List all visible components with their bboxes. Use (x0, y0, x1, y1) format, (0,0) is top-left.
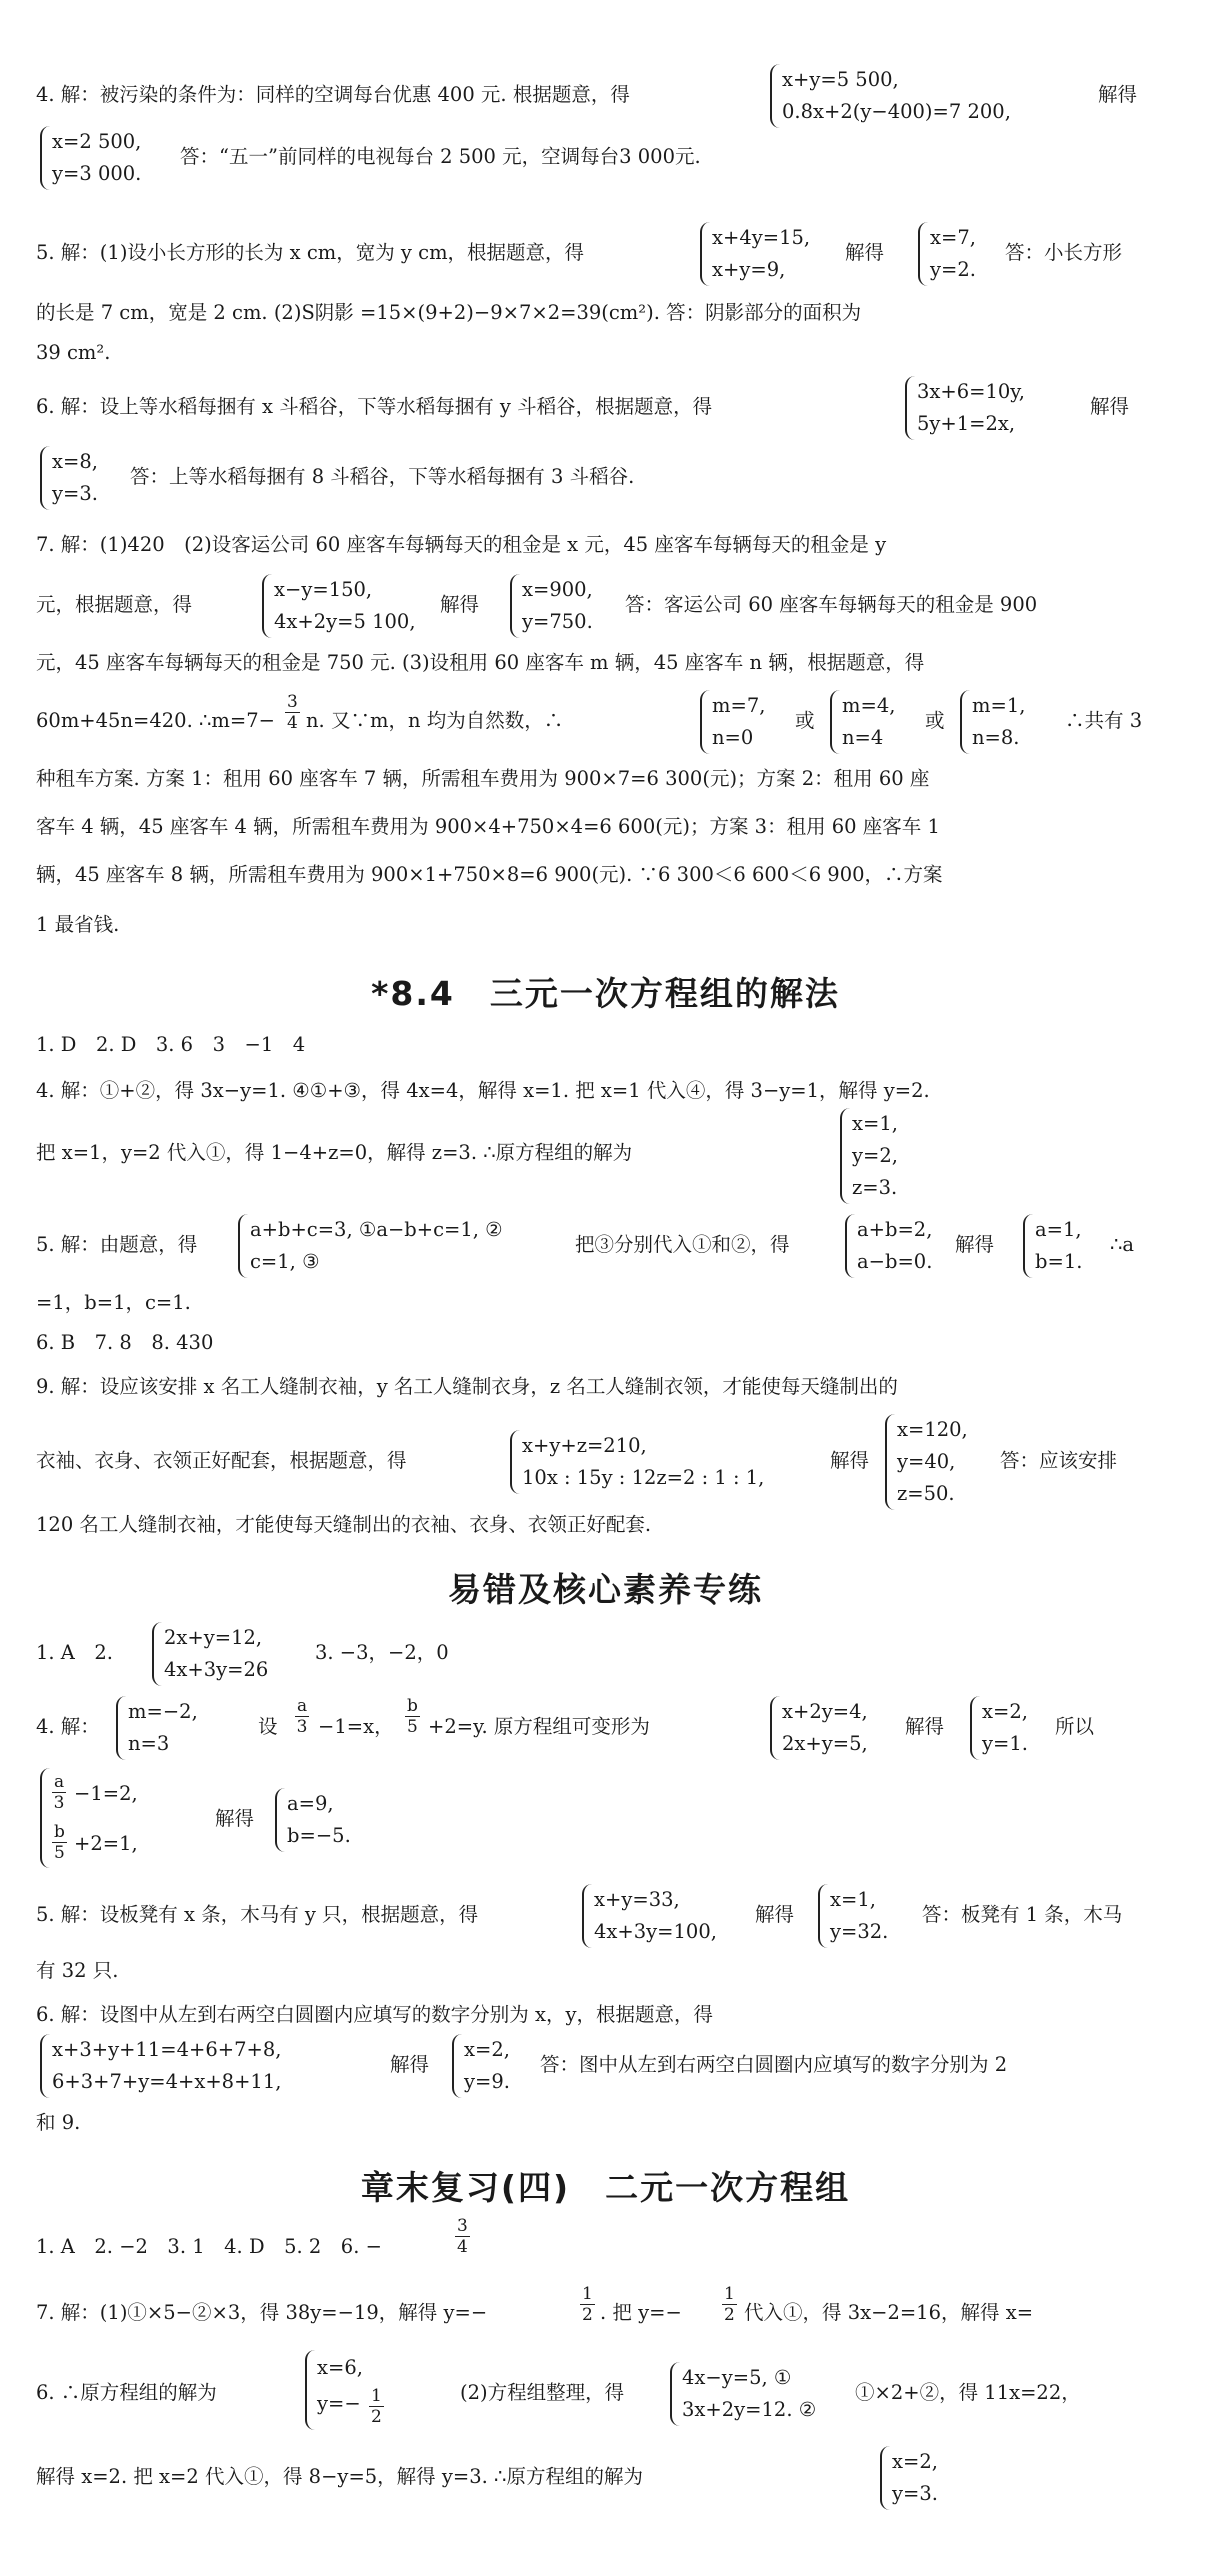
se-q4-eq1: −1=x， (318, 1715, 394, 1738)
s84-q9-answer: 答：应该安排 (1000, 1449, 1118, 1472)
p7-or2: 或 (925, 709, 945, 732)
p7-line3: 元，45 座客车每辆每天的租金是 750 元. (3)设租用 60 座客车 m 辆，45 座客车 n 辆，根据题意，得 (36, 651, 925, 674)
section-title-8-4: *8.4 三元一次方程组的解法 (371, 974, 840, 1013)
sr-q7-frac3: $\frac{1}{2}$ (371, 2386, 382, 2427)
se-answers-1-2: 1. A 2. (36, 1641, 113, 1664)
sr-q7-line3: 解得 x=2. 把 x=2 代入①，得 8−y=5，解得 y=3. ∴原方程组的解为 (36, 2465, 643, 2488)
p7-case3: m=1, n=8. (960, 690, 1025, 754)
se-q4-frac-a2: $\frac{a}{3}$ (53, 1772, 65, 1813)
sr-q7-line1b: . 把 y=− (600, 2301, 682, 2324)
se-q4-solve: 解得 (905, 1715, 945, 1738)
p5-line2: 的长是 7 cm，宽是 2 cm. (2)S阴影 =15×(9+2)−9×7×2=39(cm²). 答：阴影部分的面积为 (36, 301, 862, 324)
p7-line6: 客车 4 辆，45 座客车 4 辆，所需租车费用为 900×4+750×4=6 600(元)；方案 3：租用 60 座客车 1 (36, 815, 940, 838)
s84-q5-therefore: ∴a (1110, 1233, 1135, 1256)
se-q4-system5: a=9, b=−5. (275, 1788, 351, 1852)
se-q6-system2: x=2, y=9. (452, 2034, 510, 2098)
p7-conclusion: ∴共有 3 (1065, 709, 1143, 732)
p5-system2: x=7, y=2. (918, 222, 976, 286)
section-title-review: 章末复习(四) 二元一次方程组 (360, 2168, 851, 2207)
se-q6-line3: 和 9. (36, 2111, 81, 2134)
p7-line1: 7. 解：(1)420 (2)设客运公司 60 座客车每辆每天的租金是 x 元，45 座客车每辆每天的租金是 y (36, 533, 887, 556)
se-q4-frac-b: $\frac{b}{5}$ (407, 1696, 418, 1737)
se-q5-answer: 答：板凳有 1 条，木马 (922, 1903, 1123, 1926)
p7-line7: 辆，45 座客车 8 辆，所需租车费用为 900×1+750×8=6 900(元). ∵6 300＜6 600＜6 900，∴方案 (36, 863, 943, 886)
p7-solve: 解得 (440, 593, 480, 616)
sr-q7-system1: x=6, y=− $\frac{1}{2}$ (305, 2350, 363, 2430)
se-q5-system2: x=1, y=32. (818, 1884, 888, 1948)
se-q6-system1: x+3+y+11=4+6+7+8, 6+3+7+y=4+x+8+11, (40, 2034, 281, 2098)
se-q6-line1: 6. 解：设图中从左到右两空白圆圈内应填写的数字分别为 x，y，根据题意，得 (36, 2003, 714, 2026)
se-q4-frac-a: $\frac{a}{3}$ (296, 1696, 308, 1737)
se-q4-system4: $\frac{a}{3}$ −1=2, $\frac{b}{5}$ +2=1, (40, 1768, 52, 1868)
p4-system1: x+y=5 500, 0.8x+2(y−400)=7 200, (770, 64, 1011, 128)
sr-q7-system2: 4x−y=5, ① 3x+2y=12. ② (670, 2362, 816, 2426)
se-q5-line1: 5. 解：设板凳有 x 条，木马有 y 只，根据题意，得 (36, 1903, 479, 1926)
sr-q7-line1c: 代入①，得 3x−2=16，解得 x= (744, 2301, 1034, 2324)
s84-q9-system1: x+y+z=210, 10x : 15y : 12z=2 : 1 : 1, (510, 1430, 764, 1494)
s84-q9-line1: 9. 解：设应该安排 x 名工人缝制衣袖，y 名工人缝制衣身，z 名工人缝制衣领，才能使每天缝制出的 (36, 1375, 898, 1398)
p7-line5: 种租车方案. 方案 1：租用 60 座客车 7 辆，所需租车费用为 900×7=6 300(元)；方案 2：租用 60 座 (36, 767, 930, 790)
se-q4-transform: +2=y. 原方程组可变形为 (428, 1715, 650, 1738)
s84-q4-line2: 把 x=1，y=2 代入①，得 1−4+z=0，解得 z=3. ∴原方程组的解为 (36, 1141, 633, 1164)
se-q4-system1: m=−2, n=3 (116, 1696, 198, 1760)
p4-system2: x=2 500, y=3 000. (40, 126, 141, 190)
p4-line1: 4. 解：被污染的条件为：同样的空调每台优惠 400 元. 根据题意，得 (36, 83, 630, 106)
sr-q7-system3: x=2, y=3. (880, 2446, 938, 2510)
se-q4-system2: x+2y=4, 2x+y=5, (770, 1696, 868, 1760)
se-q5-line2: 有 32 只. (36, 1959, 119, 1982)
p5-line1: 5. 解：(1)设小长方形的长为 x cm，宽为 y cm，根据题意，得 (36, 241, 585, 264)
p4-answer: 答：“五一”前同样的电视每台 2 500 元，空调每台3 000元. (180, 145, 701, 168)
se-q4-let: 设 (258, 1715, 278, 1738)
se-q4-frac-b2: $\frac{b}{5}$ (54, 1822, 65, 1863)
s84-q9-system2: x=120, y=40, z=50. (885, 1414, 968, 1510)
se-q4-so: 所以 (1055, 1715, 1095, 1738)
se-q5-solve: 解得 (755, 1903, 795, 1926)
sr-q7-frac1: $\frac{1}{2}$ (582, 2284, 593, 2325)
sr-q6-fraction: $\frac{3}{4}$ (457, 2216, 468, 2257)
s84-q5-line1: 5. 解：由题意，得 (36, 1233, 198, 1256)
sr-answers-1-6: 1. A 2. −2 3. 1 4. D 5. 2 6. − (36, 2235, 382, 2258)
sr-q7-line2c: ①×2+②，得 11x=22， (855, 2381, 1081, 2404)
p7-line2a: 元，根据题意，得 (36, 593, 193, 616)
p6-solve: 解得 (1090, 395, 1130, 418)
p5-answer-start: 答：小长方形 (1005, 241, 1123, 264)
p7-line8: 1 最省钱. (36, 913, 120, 936)
sr-q7-frac2: $\frac{1}{2}$ (724, 2284, 735, 2325)
p7-answer: 答：客运公司 60 座客车每辆每天的租金是 900 (625, 593, 1038, 616)
p4-solve: 解得 (1098, 83, 1138, 106)
s84-q4-line1: 4. 解：①+②，得 3x−y=1. ④①+③，得 4x=4，解得 x=1. 把 x=1 代入④，得 3−y=1，解得 y=2. (36, 1079, 930, 1102)
s84-q5-system1: a+b+c=3, ①a−b+c=1, ② c=1, ③ (238, 1214, 503, 1278)
s84-q5-system3: a=1, b=1. (1023, 1214, 1082, 1278)
p5-system1: x+4y=15, x+y=9, (700, 222, 810, 286)
p7-line4b: n. 又∵m，n 均为自然数，∴ (306, 709, 564, 732)
p5-line3: 39 cm². (36, 341, 111, 364)
s84-q9-line2a: 衣袖、衣身、衣领正好配套，根据题意，得 (36, 1449, 407, 1472)
p7-case1: m=7, n=0 (700, 690, 765, 754)
s84-q5-line2: =1，b=1，c=1. (36, 1291, 191, 1314)
s84-q5-system2: a+b=2, a−b=0. (845, 1214, 932, 1278)
sr-q7-line2a: 6. ∴原方程组的解为 (36, 2381, 217, 2404)
s84-q5-substitute: 把③分别代入①和②，得 (575, 1233, 790, 1256)
p7-system2: x=900, y=750. (510, 574, 593, 638)
s84-q5-solve: 解得 (955, 1233, 995, 1256)
p5-solve: 解得 (845, 241, 885, 264)
section-title-easy-mistakes: 易错及核心素养专练 (448, 1570, 763, 1609)
p7-system1: x−y=150, 4x+2y=5 100, (262, 574, 416, 638)
sr-q7-line2b: (2)方程组整理，得 (460, 2381, 625, 2404)
p6-answer: 答：上等水稻每捆有 8 斗稻谷，下等水稻每捆有 3 斗稻谷. (130, 465, 635, 488)
se-q6-answer: 答：图中从左到右两空白圆圈内应填写的数字分别为 2 (540, 2053, 1008, 2076)
p6-system2: x=8, y=3. (40, 446, 98, 510)
se-q6-solve: 解得 (390, 2053, 430, 2076)
p6-system1: 3x+6=10y, 5y+1=2x, (905, 376, 1025, 440)
se-q2-system: 2x+y=12, 4x+3y=26 (152, 1622, 268, 1686)
se-q4-system3: x=2, y=1. (970, 1696, 1028, 1760)
s84-q9-line3: 120 名工人缝制衣袖，才能使每天缝制出的衣袖、衣身、衣领正好配套. (36, 1513, 652, 1536)
s84-answers-6-8: 6. B 7. 8 8. 430 (36, 1331, 214, 1354)
p7-case2: m=4, n=4 (830, 690, 895, 754)
se-q5-system1: x+y=33, 4x+3y=100, (582, 1884, 717, 1948)
se-q4-solve2: 解得 (215, 1807, 255, 1830)
p7-fraction: $\frac{3}{4}$ (287, 692, 298, 733)
sr-q7-line1a: 7. 解：(1)①×5−②×3，得 38y=−19，解得 y=− (36, 2301, 488, 2324)
p6-line1: 6. 解：设上等水稻每捆有 x 斗稻谷，下等水稻每捆有 y 斗稻谷，根据题意，得 (36, 395, 713, 418)
se-answer-3: 3. −3，−2，0 (315, 1641, 449, 1664)
se-q4-start: 4. 解： (36, 1715, 100, 1738)
s84-q9-solve: 解得 (830, 1449, 870, 1472)
s84-q4-system: x=1, y=2, z=3. (840, 1108, 898, 1204)
p7-line4a: 60m+45n=420. ∴m=7− (36, 709, 275, 732)
s84-answers-1-3: 1. D 2. D 3. 6 3 −1 4 (36, 1033, 306, 1056)
p7-or1: 或 (795, 709, 815, 732)
